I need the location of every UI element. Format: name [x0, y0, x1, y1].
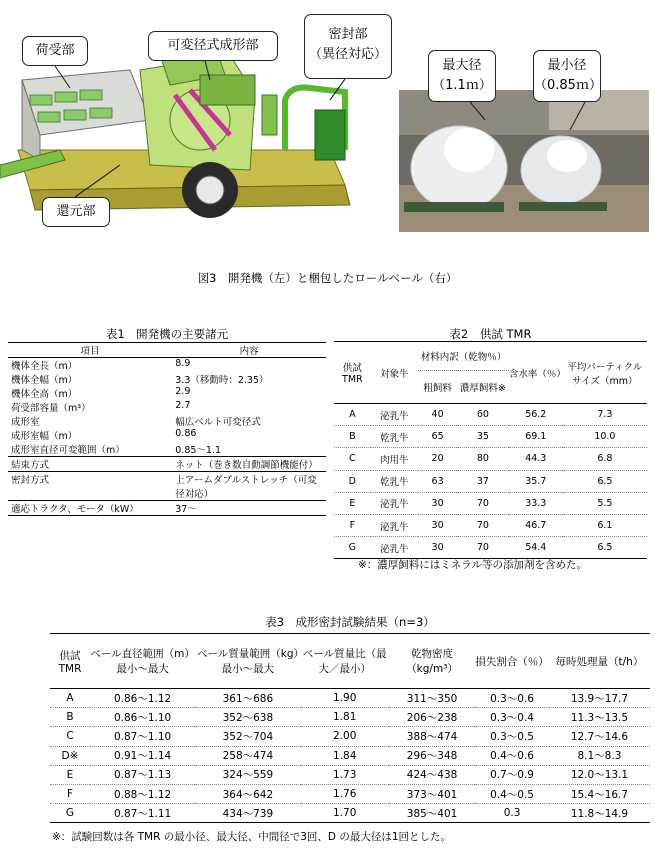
table2-cell: 泌乳牛	[371, 537, 418, 559]
table3-row	[50, 689, 650, 708]
table2-body	[334, 404, 647, 559]
table3-cell: 11.3～13.5	[549, 708, 650, 727]
table2-cell: E	[334, 492, 371, 514]
callout-variable-text: 可変径式成形部	[167, 38, 259, 53]
table3-cell: 8.1～8.3	[549, 746, 650, 765]
table2-row	[334, 492, 647, 514]
table2-cell: 70	[457, 514, 509, 536]
table3-cell: 2.00	[301, 727, 389, 746]
table3-cell: 1.90	[301, 689, 389, 708]
table3-head-mass: ベール質量範囲（kg）最小～最大	[196, 648, 299, 675]
table2-cell: 20	[418, 448, 457, 470]
table2-cell: 10.0	[563, 426, 647, 448]
table3-cell: 352～704	[195, 727, 300, 746]
table2-cell: 肉用牛	[371, 448, 418, 470]
callout-leaders	[0, 0, 655, 250]
table2-head-animal: 対象牛	[380, 368, 409, 380]
figure-caption: 図3 開発機（左）と梱包したロールベール（右）	[197, 271, 458, 285]
table1-cell: 密封方式	[8, 472, 172, 501]
table3-body	[50, 689, 650, 823]
table2-cell: 6.5	[563, 470, 647, 492]
table1-cell: 0.85～1.1	[175, 445, 222, 456]
table2-cell: 46.7	[509, 514, 563, 536]
table3-cell: 0.7～0.9	[475, 765, 549, 784]
table2-cell: 35	[457, 426, 509, 448]
table3-cell: 12.0～13.1	[549, 765, 650, 784]
table2-cell: 乾乳牛	[371, 426, 418, 448]
table3-cell: 258～474	[195, 746, 300, 765]
table2-cell: 70	[457, 492, 509, 514]
table2-cell: 60	[457, 404, 509, 426]
table3-cell: E	[50, 765, 90, 784]
table2-note: ※：濃厚飼料にはミネラル等の添加剤を含めた。	[358, 559, 587, 571]
table1-cell: 2.9	[175, 386, 191, 397]
table2-cell: 泌乳牛	[371, 404, 418, 426]
table3-cell: 1.73	[301, 765, 389, 784]
table3-cell: 361～686	[195, 689, 300, 708]
table1-cell: ネット（巻き数自動調節機能付）	[172, 457, 326, 472]
table2-cell: B	[334, 426, 371, 448]
table3-cell: 324～559	[195, 765, 300, 784]
table3-cell: 0.4～0.5	[475, 784, 549, 803]
table3-cell: 373～401	[389, 784, 475, 803]
table2-cell: 33.3	[509, 492, 563, 514]
table1-cell: 適応トラクタ、モータ（kW）	[8, 501, 172, 516]
table3-cell: F	[50, 784, 90, 803]
table2-head-moisture: 含水率（％）	[508, 368, 566, 380]
table3-row	[50, 804, 650, 823]
callout-max-line1: 最大径	[442, 58, 482, 73]
table2-head-tmr: 供試 TMR	[342, 363, 363, 385]
table3-cell: 0.86～1.10	[90, 708, 195, 727]
table2-cell: 30	[418, 537, 457, 559]
table2-cell: 40	[418, 404, 457, 426]
table2-cell: 63	[418, 470, 457, 492]
table3-cell: 1.81	[301, 708, 389, 727]
table1-title: 表1 開発機の主要諸元	[105, 327, 229, 341]
table1-cell: 37～	[172, 501, 326, 516]
table3-head-ratio: ベール質量比（最大／最小）	[302, 648, 387, 675]
table2-cell: 6.5	[563, 537, 647, 559]
table1-cell: 0.86	[175, 428, 197, 439]
table2-cell: 7.3	[563, 404, 647, 426]
callout-return-text: 還元部	[56, 204, 96, 219]
table1-cell: 成形室直径可変範囲（m）	[11, 445, 125, 456]
table3-head-rate: 毎時処理量（t/h）	[555, 655, 644, 668]
table3-cell: 0.3	[475, 804, 549, 823]
table3-note: ※：試験回数は各 TMR の最小径、最大径、中間径で3回、D の最大径は1回とした。	[52, 831, 452, 843]
table2-cell: 56.2	[509, 404, 563, 426]
table3-cell: 388～474	[389, 727, 475, 746]
table2-cell: A	[334, 404, 371, 426]
table2-row	[334, 470, 647, 492]
table1-head-content: 内容	[239, 346, 259, 357]
table1-cell: 結束方式	[8, 457, 172, 472]
callout-loading-text: 荷受部	[35, 43, 75, 58]
table3-cell: 15.4～16.7	[549, 784, 650, 803]
table3-title: 表3 成形密封試験結果（n=3）	[265, 615, 435, 629]
table3-cell: D※	[50, 746, 90, 765]
table3-row	[50, 708, 650, 727]
table3-cell: 352～638	[195, 708, 300, 727]
table2-cell: 54.4	[509, 537, 563, 559]
callout-sealing-line2: （異径対応）	[308, 47, 387, 62]
table2-cell: 69.1	[509, 426, 563, 448]
table3-cell: 0.87～1.11	[90, 804, 195, 823]
table1-cell: 成形室幅（m）	[11, 431, 78, 442]
table2-title: 表2 供試 TMR	[449, 327, 532, 341]
table2-row	[334, 426, 647, 448]
table3-row	[50, 746, 650, 765]
table3-cell: 1.70	[301, 804, 389, 823]
table1-head-item: 項目	[80, 346, 100, 357]
table2-cell: 65	[418, 426, 457, 448]
table2-cell: 30	[418, 492, 457, 514]
table3-cell: 434～739	[195, 804, 300, 823]
table2-cell: 6.8	[563, 448, 647, 470]
table3-cell: C	[50, 727, 90, 746]
table3-head-diameter: ベール直径範囲（m）最小～最大	[90, 648, 195, 675]
callout-min-line1: 最小径	[547, 58, 587, 73]
table2-cell: 37	[457, 470, 509, 492]
table3-cell: 0.87～1.13	[90, 765, 195, 784]
table3-cell: 0.91～1.14	[90, 746, 195, 765]
table3	[50, 633, 650, 823]
table2-head-particle: 平均パーティクルサイズ（mm）	[567, 361, 643, 387]
table3-cell: B	[50, 708, 90, 727]
table1-cell: 機体全幅（m）	[11, 375, 78, 386]
table3-row	[50, 727, 650, 746]
callout-min-line2: （0.85ｍ）	[534, 78, 602, 93]
table2-cell: F	[334, 514, 371, 536]
table2-row	[334, 514, 647, 536]
table3-cell: 0.87～1.10	[90, 727, 195, 746]
table2-cell: D	[334, 470, 371, 492]
callout-max-line2: （1.1ｍ）	[432, 78, 492, 93]
table2-cell: 5.5	[563, 492, 647, 514]
table3-cell: 1.84	[301, 746, 389, 765]
table3-row	[50, 765, 650, 784]
table1-cell: 荷受部容量（m³）	[11, 403, 91, 414]
table1-cell: 幅広ベルト可変径式	[175, 417, 261, 428]
table3-cell: 0.4～0.6	[475, 746, 549, 765]
table1-cell: 8.9	[175, 358, 191, 369]
table2-cell: C	[334, 448, 371, 470]
table3-cell: 0.86～1.12	[90, 689, 195, 708]
table2-cell: 35.7	[509, 470, 563, 492]
table1-cell: 機体全高（m）	[11, 389, 78, 400]
table3-cell: 206～238	[389, 708, 475, 727]
table3-cell: 0.88～1.12	[90, 784, 195, 803]
table2	[334, 341, 647, 559]
table3-cell: 311～350	[389, 689, 475, 708]
table2-cell: 6.1	[563, 514, 647, 536]
table3-cell: 12.7～14.6	[549, 727, 650, 746]
table3-cell: 11.8～14.9	[549, 804, 650, 823]
table3-cell: 296～348	[389, 746, 475, 765]
table3-cell: 385～401	[389, 804, 475, 823]
table2-row	[334, 537, 647, 559]
table1	[8, 342, 326, 516]
table3-cell: 424～438	[389, 765, 475, 784]
table2-cell: 80	[457, 448, 509, 470]
table3-head-loss: 損失割合（％）	[475, 655, 549, 668]
table2-cell: G	[334, 537, 371, 559]
table1-cell: 成形室	[11, 417, 40, 428]
table3-cell: A	[50, 689, 90, 708]
table3-row	[50, 784, 650, 803]
table2-cell: 泌乳牛	[371, 514, 418, 536]
table2-cell: 30	[418, 514, 457, 536]
table1-cell: 3.3（移動時：2.35）	[175, 375, 269, 386]
table2-head-conc: 濃厚飼料※	[457, 371, 509, 404]
table3-cell: 0.3～0.4	[475, 708, 549, 727]
table3-cell: 0.3～0.6	[475, 689, 549, 708]
table2-cell: 泌乳牛	[371, 492, 418, 514]
table2-head-material: 材料内訳（乾物％）	[420, 352, 507, 363]
table2-cell: 乾乳牛	[371, 470, 418, 492]
table1-cell: 機体全長（m）	[11, 361, 78, 372]
table1-cell: 上アームダブルストレッチ（可変径対応）	[172, 472, 326, 501]
table3-cell: 13.9～17.7	[549, 689, 650, 708]
callout-sealing-line1: 密封部	[328, 27, 368, 42]
table3-cell: G	[50, 804, 90, 823]
table2-cell: 70	[457, 537, 509, 559]
table2-row	[334, 404, 647, 426]
table3-cell: 1.76	[301, 784, 389, 803]
table3-cell: 364～642	[195, 784, 300, 803]
table2-row	[334, 448, 647, 470]
table3-head-tmr: 供試 TMR	[58, 649, 82, 675]
table3-head-density: 乾物密度（kg/m³）	[406, 648, 458, 675]
table2-cell: 44.3	[509, 448, 563, 470]
table1-cell: 2.7	[175, 400, 191, 411]
table2-head-rough: 粗飼料	[418, 371, 457, 404]
table3-cell: 0.3～0.5	[475, 727, 549, 746]
